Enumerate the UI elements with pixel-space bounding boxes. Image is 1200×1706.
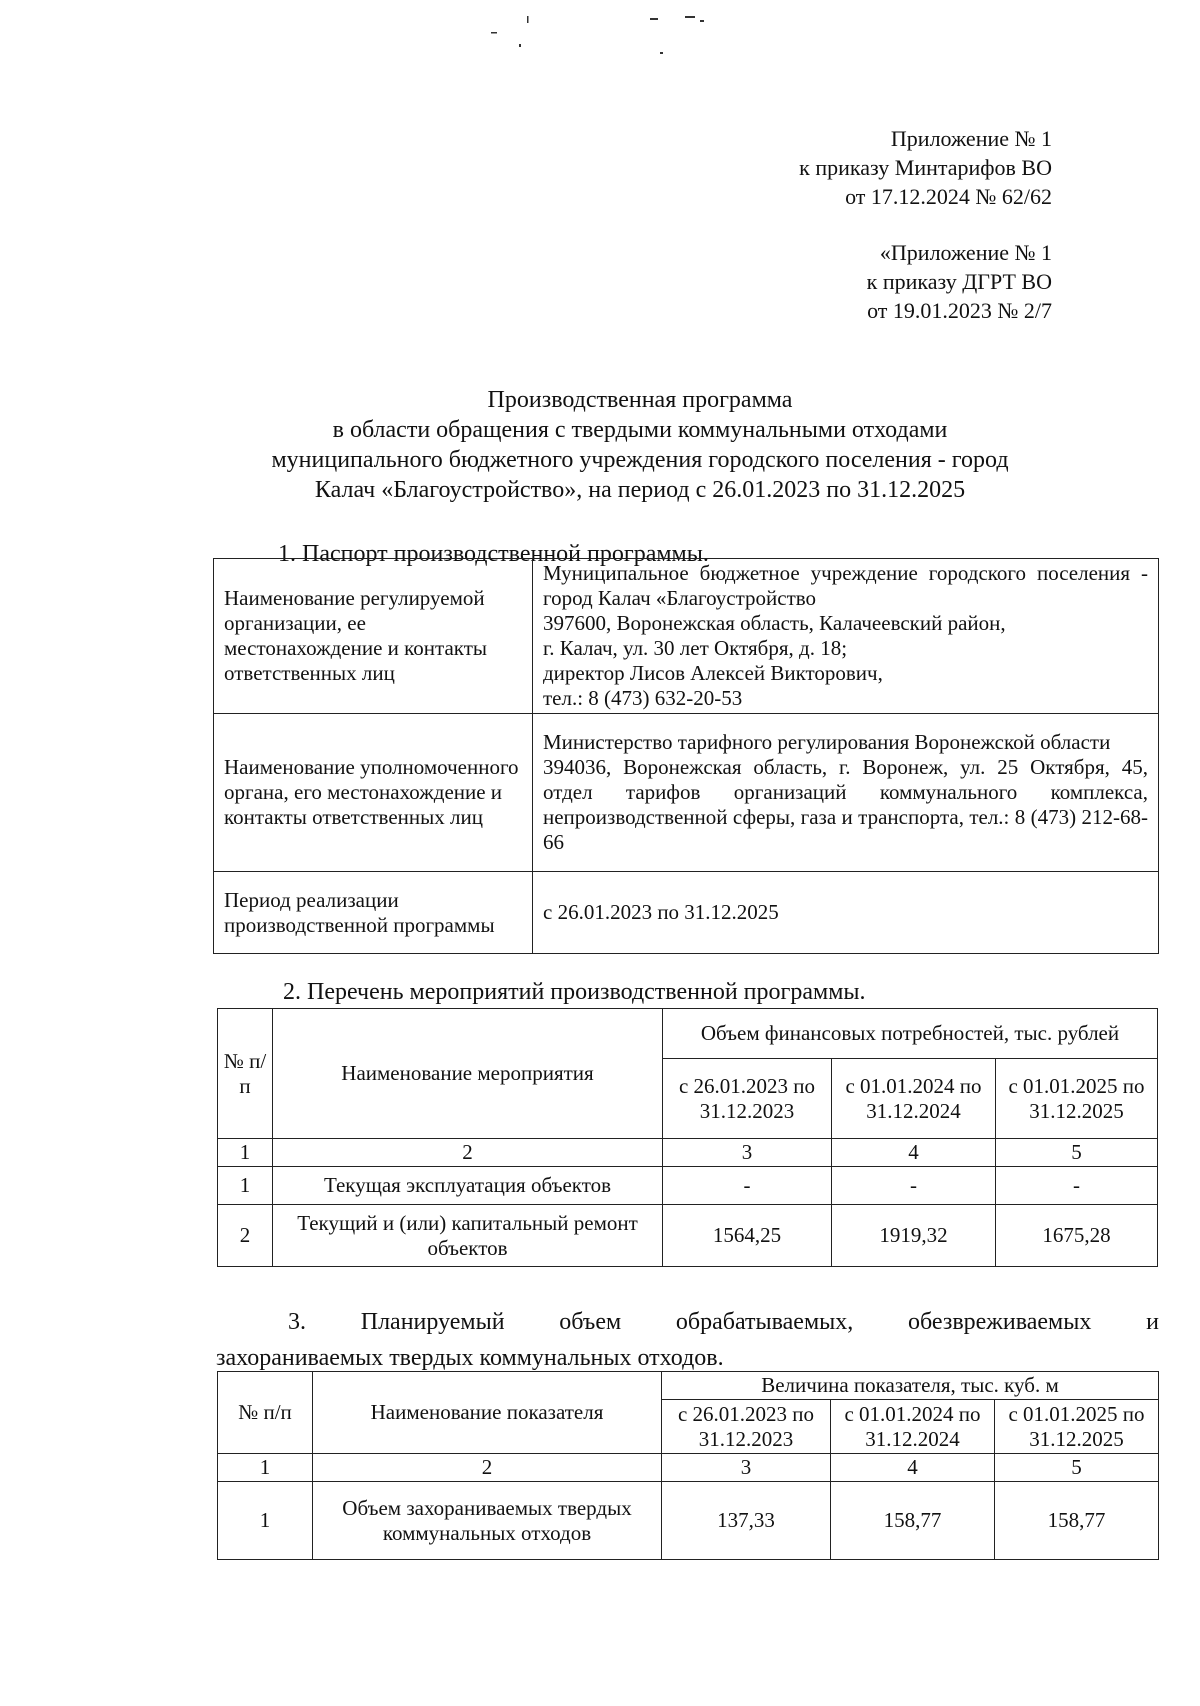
value-line: Министерство тарифного регулирования Воронежской области [543, 730, 1111, 754]
heading-word: 3. [288, 1309, 306, 1335]
row-label: Наименование уполномоченного органа, его местонахождение и контакты ответственных лиц [214, 714, 533, 872]
row-number: 1 [218, 1482, 313, 1560]
section-1-heading: 1. Паспорт производственной программы. [278, 541, 709, 567]
row-value: 1919,32 [832, 1205, 996, 1267]
table-row [214, 559, 1159, 714]
index-cell: 5 [996, 1139, 1158, 1167]
column-header-period: с 01.01.2024 по 31.12.2024 [832, 1059, 996, 1139]
value-line: 397600, Воронежская область, Калачеевский район, [543, 611, 1006, 635]
value-line: директор Лисов Алексей Викторович, [543, 661, 883, 685]
row-label: Период реализации производственной программы [214, 872, 533, 954]
column-header-period: с 01.01.2025 по 31.12.2025 [995, 1400, 1159, 1454]
table-row [218, 1482, 1159, 1560]
table-index-row [218, 1139, 1158, 1167]
title-line: муниципального бюджетного учреждения городского поселения - город [271, 447, 1009, 473]
scan-specks [0, 0, 1200, 80]
annex-line: от 19.01.2023 № 2/7 [867, 298, 1052, 323]
heading-word: Планируемый [360, 1309, 505, 1335]
annex-line: «Приложение № 1 [879, 240, 1052, 265]
column-header-period: с 26.01.2023 по 31.12.2023 [662, 1400, 831, 1454]
table-header-row [218, 1372, 1159, 1400]
index-cell: 4 [831, 1454, 995, 1482]
column-header-number: № п/п [218, 1009, 273, 1139]
table-row [218, 1205, 1158, 1267]
column-header-name: Наименование показателя [313, 1372, 662, 1454]
column-header-group: Объем финансовых потребностей, тыс. рублей [663, 1009, 1158, 1059]
column-header-period: с 01.01.2024 по 31.12.2024 [831, 1400, 995, 1454]
row-value: 137,33 [662, 1482, 831, 1560]
section-3-heading [216, 1304, 1159, 1376]
index-cell: 3 [663, 1139, 832, 1167]
index-cell: 3 [662, 1454, 831, 1482]
index-cell: 1 [218, 1139, 273, 1167]
row-name: Объем захораниваемых твердых коммунальных отходов [313, 1482, 662, 1560]
heading-line: захораниваемых твердых коммунальных отходов. [216, 1345, 724, 1371]
document-title [200, 385, 1080, 505]
heading-word: обезвреживаемых [908, 1309, 1092, 1335]
index-cell: 2 [313, 1454, 662, 1482]
index-cell: 5 [995, 1454, 1159, 1482]
row-value: 158,77 [831, 1482, 995, 1560]
index-cell: 1 [218, 1454, 313, 1482]
column-header-period: с 26.01.2023 по 31.12.2023 [663, 1059, 832, 1139]
row-value: - [663, 1167, 832, 1205]
row-label: Наименование регулируемой организации, ее местонахождение и контакты ответственных лиц [214, 559, 533, 714]
table-header-row [218, 1009, 1158, 1059]
section-2-heading: 2. Перечень мероприятий производственной программы. [283, 979, 866, 1005]
annex-line: Приложение № 1 [890, 126, 1052, 151]
column-header-name: Наименование мероприятия [273, 1009, 663, 1139]
value-line: с 26.01.2023 по 31.12.2025 [543, 900, 779, 924]
annex-reference-original [867, 238, 1052, 325]
row-number: 2 [218, 1205, 273, 1267]
column-header-group: Величина показателя, тыс. куб. м [662, 1372, 1159, 1400]
row-value: 158,77 [995, 1482, 1159, 1560]
row-value [533, 872, 1159, 954]
table-row [218, 1167, 1158, 1205]
row-value [533, 559, 1159, 714]
row-value: 1564,25 [663, 1205, 832, 1267]
waste-volume-table [217, 1371, 1159, 1560]
row-name: Текущая эксплуатация объектов [273, 1167, 663, 1205]
row-name: Текущий и (или) капитальный ремонт объектов [273, 1205, 663, 1267]
table-row [214, 872, 1159, 954]
value-line: тел.: 8 (473) 632-20-53 [543, 686, 743, 710]
passport-table [213, 558, 1159, 954]
table-row [214, 714, 1159, 872]
activities-table [217, 1008, 1158, 1267]
row-number: 1 [218, 1167, 273, 1205]
heading-line [216, 1304, 1159, 1340]
annex-line: к приказу ДГРТ ВО [866, 269, 1052, 294]
title-line: в области обращения с твердыми коммунальными отходами [332, 417, 948, 443]
value-line: Муниципальное бюджетное учреждение городского поселения - город Калач «Благоустройство [543, 561, 1148, 610]
row-value: - [832, 1167, 996, 1205]
value-line: г. Калач, ул. 30 лет Октября, д. 18; [543, 636, 848, 660]
annex-reference-current [799, 124, 1052, 211]
row-value: 1675,28 [996, 1205, 1158, 1267]
table-index-row [218, 1454, 1159, 1482]
row-value: - [996, 1167, 1158, 1205]
row-value [533, 714, 1159, 872]
column-header-period: с 01.01.2025 по 31.12.2025 [996, 1059, 1158, 1139]
title-line: Производственная программа [487, 387, 793, 413]
heading-word: обрабатываемых, [675, 1309, 854, 1335]
title-line: Калач «Благоустройство», на период с 26.01.2023 по 31.12.2025 [314, 477, 966, 503]
heading-word: и [1146, 1309, 1159, 1335]
column-header-number: № п/п [218, 1372, 313, 1454]
heading-word: объем [559, 1309, 622, 1335]
index-cell: 4 [832, 1139, 996, 1167]
index-cell: 2 [273, 1139, 663, 1167]
annex-line: от 17.12.2024 № 62/62 [845, 184, 1052, 209]
value-line: 394036, Воронежская область, г. Воронеж, ул. 25 Октября, 45, отдел тарифов организаций коммунального комплекса, непроизводственной сферы, газа и транспорта, тел.: 8 (473) 212-68-66 [543, 755, 1148, 854]
annex-line: к приказу Минтарифов ВО [799, 155, 1052, 180]
